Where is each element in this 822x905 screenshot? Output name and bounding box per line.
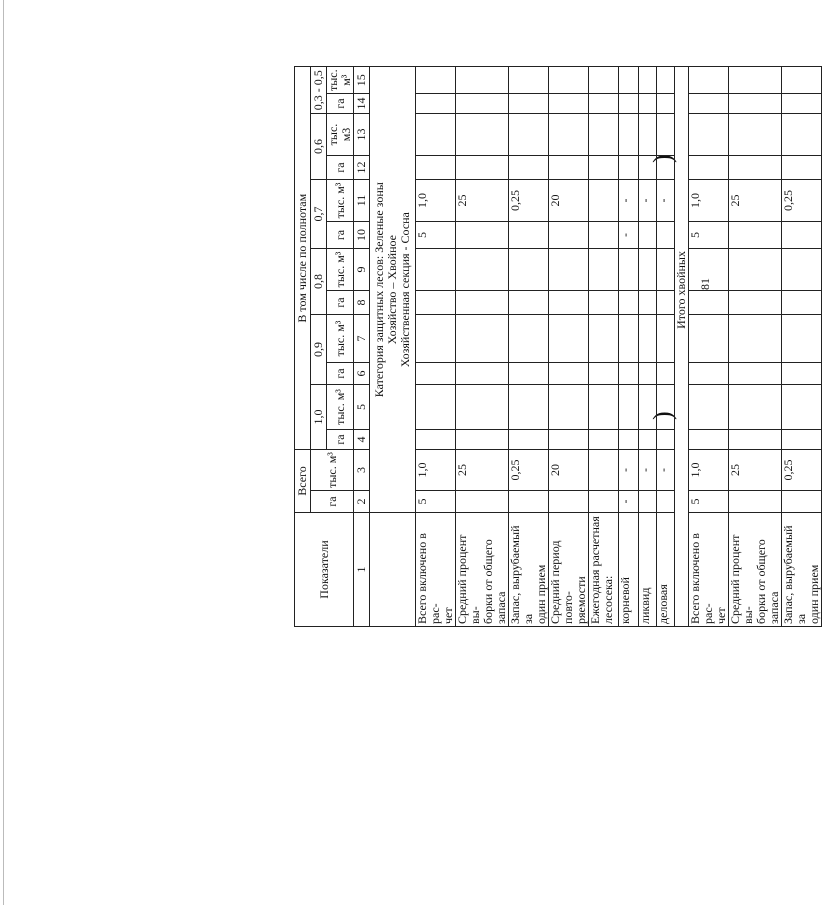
header-volume: тыс. м³	[327, 67, 354, 94]
cell-empty	[549, 385, 589, 430]
cell-empty	[509, 430, 549, 450]
cell-empty	[509, 385, 549, 430]
cell-empty	[456, 156, 509, 180]
header-density-6: 0,3 - 0,5	[311, 67, 327, 114]
cell-empty	[416, 156, 456, 180]
table-row	[549, 67, 589, 627]
cell-empty	[729, 67, 782, 94]
cell-value	[589, 491, 619, 513]
cell-value: 1,0	[416, 450, 456, 491]
cell-empty	[729, 94, 782, 114]
cell-empty	[782, 94, 822, 114]
cell-empty	[456, 363, 509, 385]
cell-value: -	[619, 222, 639, 249]
cell-value: 5	[416, 491, 456, 513]
table-row	[509, 67, 549, 627]
cell-empty	[589, 156, 619, 180]
cell-value	[509, 222, 549, 249]
cell-value: 20	[549, 180, 589, 222]
cell-empty	[416, 114, 456, 156]
cell-empty	[619, 385, 639, 430]
row-label: Средний период повто- ряемости	[549, 513, 589, 627]
cell-value: 1,0	[416, 180, 456, 222]
cell-empty	[456, 430, 509, 450]
col-number: 9	[354, 249, 370, 291]
table-row	[589, 67, 619, 627]
section-category: Категория защитных лесов: Зеленые зоны	[372, 182, 386, 398]
cell-empty	[416, 67, 456, 94]
cell-value: 0,25	[782, 180, 822, 222]
binding-mark-left: )	[648, 411, 677, 420]
cell-empty	[689, 156, 729, 180]
cell-value: -	[619, 491, 639, 513]
cell-empty	[456, 94, 509, 114]
cell-empty	[456, 385, 509, 430]
cell-empty	[416, 363, 456, 385]
cell-empty	[729, 385, 782, 430]
cell-empty	[689, 114, 729, 156]
col-number: 11	[354, 180, 370, 222]
col-number: 3	[354, 450, 370, 491]
header-density-3: 0,8	[311, 249, 327, 315]
row-label: ликвид	[639, 513, 657, 627]
cell-value: 1,0	[689, 180, 729, 222]
header-indicators: Показатели	[295, 513, 354, 627]
cell-value: -	[657, 450, 675, 491]
cell-empty	[416, 249, 456, 291]
subtotal-heading: Итого хвойных	[675, 67, 689, 513]
row-label: корневой	[619, 513, 639, 627]
header-volume: тыс. м³	[327, 249, 354, 291]
section-farm-section: Хозяйственная секция - Сосна	[398, 212, 412, 368]
table-row	[456, 67, 509, 627]
cell-empty	[729, 363, 782, 385]
header-volume: тыс. м³	[327, 180, 354, 222]
cell-empty	[509, 363, 549, 385]
cell-value	[589, 180, 619, 222]
cell-empty	[619, 315, 639, 363]
cell-value	[549, 491, 589, 513]
table-row	[729, 67, 782, 627]
cell-empty	[509, 315, 549, 363]
cell-empty	[729, 114, 782, 156]
cell-empty	[689, 430, 729, 450]
cell-empty	[416, 430, 456, 450]
header-volume: тыс. м³	[327, 315, 354, 363]
cell-empty	[657, 114, 675, 156]
cell-empty	[689, 363, 729, 385]
cell-empty	[549, 430, 589, 450]
page-number: 81	[698, 278, 712, 290]
cell-empty	[549, 291, 589, 315]
cell-empty	[549, 249, 589, 291]
cell-empty	[589, 94, 619, 114]
cell-empty	[509, 94, 549, 114]
cell-value: 5	[689, 222, 729, 249]
cell-empty	[549, 94, 589, 114]
cell-value: 25	[729, 180, 782, 222]
table-row	[639, 67, 657, 627]
cell-empty	[619, 67, 639, 94]
cell-value	[589, 450, 619, 491]
header-total: Всего	[295, 450, 311, 513]
cell-empty	[729, 291, 782, 315]
cell-empty	[639, 430, 657, 450]
table-row	[657, 67, 675, 627]
header-density-5: 0,6	[311, 114, 327, 180]
cell-empty	[509, 156, 549, 180]
header-ha: га	[327, 363, 354, 385]
cell-value: -	[639, 450, 657, 491]
cell-empty	[456, 315, 509, 363]
cell-value: -	[619, 450, 639, 491]
header-ha: га	[327, 222, 354, 249]
cell-value: -	[639, 180, 657, 222]
cell-empty	[416, 385, 456, 430]
cell-empty	[639, 156, 657, 180]
cell-empty	[657, 249, 675, 291]
section-heading	[370, 67, 416, 513]
cell-empty	[689, 94, 729, 114]
cell-value: 5	[416, 222, 456, 249]
cell-empty	[589, 385, 619, 430]
cell-value	[729, 491, 782, 513]
cell-value	[456, 222, 509, 249]
cell-empty	[689, 249, 729, 291]
cell-empty	[657, 315, 675, 363]
cell-empty	[657, 430, 675, 450]
cell-empty	[657, 94, 675, 114]
col-number: 7	[354, 315, 370, 363]
page-edge-line	[3, 0, 4, 905]
cell-empty	[509, 67, 549, 94]
row-label: Средний процент вы- борки от общего запаса	[729, 513, 782, 627]
col-number: 1	[354, 513, 370, 627]
cell-value: 0,25	[509, 450, 549, 491]
row-label: Всего включено в рас- чет	[689, 513, 729, 627]
header-density-4: 0,7	[311, 180, 327, 249]
row-label: Запас, вырубаемый за один прием	[782, 513, 822, 627]
cell-empty	[657, 156, 675, 180]
cell-value	[549, 222, 589, 249]
cell-value	[782, 491, 822, 513]
cell-empty	[619, 430, 639, 450]
cell-value	[657, 222, 675, 249]
main-rows	[416, 67, 675, 627]
cell-empty	[509, 114, 549, 156]
col-number: 10	[354, 222, 370, 249]
forest-table	[294, 66, 822, 627]
cell-value	[589, 222, 619, 249]
cell-empty	[782, 363, 822, 385]
cell-empty	[657, 291, 675, 315]
cell-empty	[782, 249, 822, 291]
cell-value	[729, 222, 782, 249]
cell-empty	[689, 315, 729, 363]
binding-mark-right: )	[648, 154, 677, 163]
header-by-density: В том числе по полнотам	[295, 67, 311, 450]
header-ha: га	[327, 94, 354, 114]
cell-empty	[639, 67, 657, 94]
cell-empty	[689, 67, 729, 94]
cell-value: 1,0	[689, 450, 729, 491]
cell-value	[657, 491, 675, 513]
cell-empty	[509, 249, 549, 291]
cell-empty	[639, 315, 657, 363]
cell-value	[456, 491, 509, 513]
col-number: 15	[354, 67, 370, 94]
cell-empty	[729, 315, 782, 363]
cell-empty	[639, 94, 657, 114]
cell-value: 0,25	[509, 180, 549, 222]
col-number: 6	[354, 363, 370, 385]
cell-empty	[589, 249, 619, 291]
cell-empty	[416, 291, 456, 315]
cell-empty	[782, 67, 822, 94]
section-farm: Хозяйство – Хвойное	[385, 235, 399, 345]
col-number: 4	[354, 430, 370, 450]
header-total-volume: тыс. м³	[311, 450, 354, 491]
col-number: 2	[354, 491, 370, 513]
row-label: Всего включено в рас- чет	[416, 513, 456, 627]
cell-empty	[549, 156, 589, 180]
cell-empty	[639, 114, 657, 156]
cell-empty	[729, 430, 782, 450]
cell-value: -	[657, 180, 675, 222]
header-volume: тыс. м³	[327, 385, 354, 430]
cell-empty	[657, 385, 675, 430]
cell-empty	[639, 249, 657, 291]
cell-empty	[549, 114, 589, 156]
cell-value	[782, 222, 822, 249]
rotated-page	[170, 0, 821, 735]
cell-empty	[619, 114, 639, 156]
cell-empty	[729, 249, 782, 291]
cell-empty	[782, 291, 822, 315]
header-density-2: 0,9	[311, 315, 327, 385]
cell-empty	[782, 430, 822, 450]
cell-empty	[549, 363, 589, 385]
row-label: Запас, вырубаемый за один прием	[509, 513, 549, 627]
cell-empty	[589, 315, 619, 363]
col-number: 8	[354, 291, 370, 315]
cell-value: 25	[456, 450, 509, 491]
row-label: деловая	[657, 513, 675, 627]
col-number: 5	[354, 385, 370, 430]
cell-empty	[589, 363, 619, 385]
header-volume-alt: тыс. м3	[327, 114, 354, 156]
cell-empty	[782, 156, 822, 180]
cell-empty	[589, 67, 619, 94]
cell-empty	[782, 385, 822, 430]
cell-empty	[456, 291, 509, 315]
cell-empty	[729, 156, 782, 180]
cell-value: -	[619, 180, 639, 222]
cell-empty	[639, 385, 657, 430]
cell-empty	[509, 291, 549, 315]
table-row	[689, 67, 729, 627]
cell-value: 25	[456, 180, 509, 222]
cell-value	[639, 222, 657, 249]
cell-empty	[619, 94, 639, 114]
row-label: Ежегодная расчетная лесосека:	[589, 513, 619, 627]
cell-empty	[639, 363, 657, 385]
row-label: Средний процент вы- борки от общего запаса	[456, 513, 509, 627]
cell-empty	[657, 67, 675, 94]
cell-empty	[782, 315, 822, 363]
cell-empty	[589, 430, 619, 450]
table-row	[416, 67, 456, 627]
cell-empty	[619, 363, 639, 385]
cell-empty	[619, 156, 639, 180]
col-number: 13	[354, 114, 370, 156]
header-ha: га	[327, 156, 354, 180]
cell-value	[509, 491, 549, 513]
cell-empty	[639, 291, 657, 315]
header-total-ha: га	[311, 491, 354, 513]
cell-value: 5	[689, 491, 729, 513]
cell-empty	[549, 315, 589, 363]
cell-value: 25	[729, 450, 782, 491]
header-ha: га	[327, 291, 354, 315]
cell-empty	[416, 94, 456, 114]
cell-empty	[456, 249, 509, 291]
cell-empty	[619, 291, 639, 315]
header-density-1: 1,0	[311, 385, 327, 450]
cell-empty	[416, 315, 456, 363]
cell-empty	[689, 291, 729, 315]
cell-empty	[619, 249, 639, 291]
table-row	[782, 67, 822, 627]
col-number: 14	[354, 94, 370, 114]
cell-value: 0,25	[782, 450, 822, 491]
cell-empty	[456, 114, 509, 156]
col-number: 12	[354, 156, 370, 180]
cell-empty	[589, 114, 619, 156]
cell-empty	[589, 291, 619, 315]
table-row	[619, 67, 639, 627]
cell-value: 20	[549, 450, 589, 491]
cell-value	[639, 491, 657, 513]
cell-empty	[456, 67, 509, 94]
cell-empty	[689, 385, 729, 430]
cell-empty	[549, 67, 589, 94]
header-ha: га	[327, 430, 354, 450]
subtotal-rows	[689, 67, 822, 627]
cell-empty	[657, 363, 675, 385]
cell-empty	[782, 114, 822, 156]
